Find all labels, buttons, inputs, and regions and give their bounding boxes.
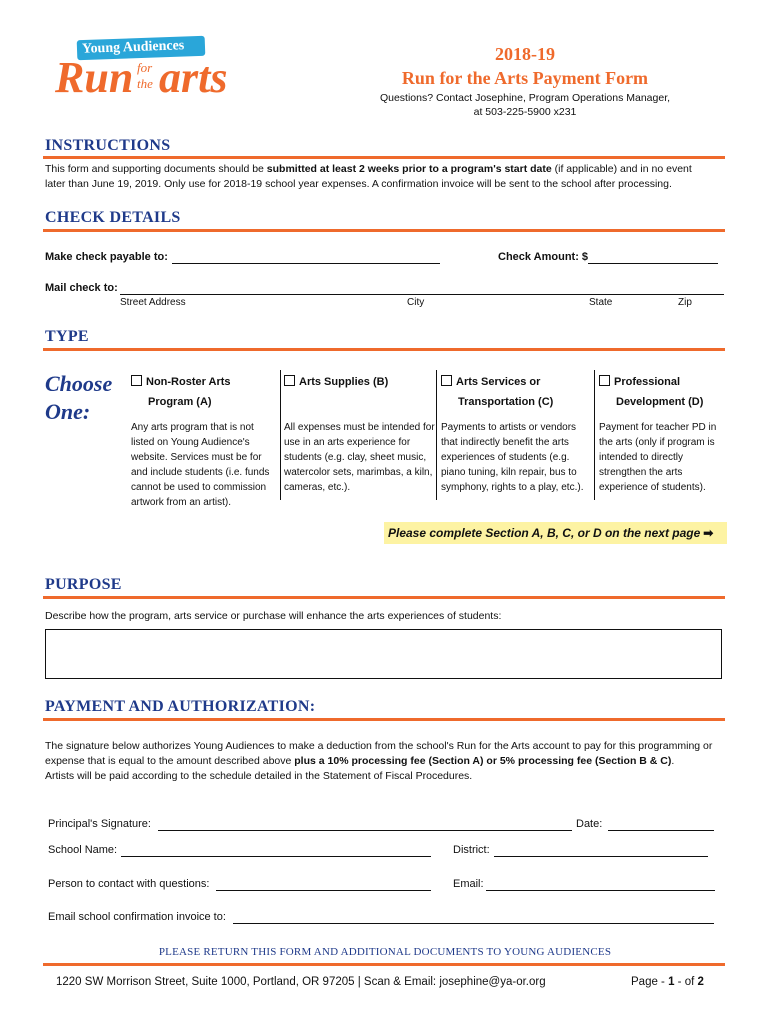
- zip-label: Zip: [678, 297, 692, 308]
- option-b: [284, 372, 436, 495]
- option-d-description: Payment for teacher PD in the arts (only if program is intended to directly strengthen the arts experience of students).: [599, 422, 717, 493]
- street-address-label: Street Address: [120, 297, 186, 308]
- option-b-description: All expenses must be intended for use in an arts experience for students (e.g. clay, sheet music, watercolor sets, marimbas, a kiln, cameras, etc.).: [284, 422, 435, 493]
- instructions-title: INSTRUCTIONS: [45, 137, 171, 154]
- page-prefix: Page -: [631, 976, 669, 988]
- logo-banner-text: Young Audiences: [81, 38, 185, 57]
- option-c-head1: Arts Services or: [456, 376, 541, 388]
- option-c-heading: [441, 372, 593, 412]
- purpose-title: PURPOSE: [45, 576, 122, 593]
- purpose-textarea[interactable]: [45, 629, 722, 679]
- option-a-head1: Non-Roster Arts: [146, 376, 231, 388]
- payment-divider: [43, 718, 725, 721]
- option-b-heading: [284, 372, 436, 412]
- email-field[interactable]: [486, 878, 715, 891]
- invoice-email-label: Email school confirmation invoice to:: [48, 911, 226, 923]
- form-title: Run for the Arts Payment Form: [401, 68, 649, 88]
- payment-text: [45, 739, 735, 784]
- payable-row: [45, 251, 168, 263]
- option-c-checkbox[interactable]: [441, 375, 452, 386]
- option-c-head2: Transportation (C): [458, 396, 554, 408]
- signature-field[interactable]: [158, 818, 572, 831]
- contact-line-2: at 503-225-5900 x231: [473, 106, 577, 118]
- option-b-checkbox[interactable]: [284, 375, 295, 386]
- instructions-text-line2: later than June 19, 2019. Only use for 2018-19 school year expenses. A confirmation invoice will be sent to the school after processing.: [45, 178, 672, 190]
- option-d-heading: [599, 372, 727, 412]
- payable-field[interactable]: [172, 252, 440, 264]
- amount-field[interactable]: [588, 252, 718, 264]
- next-page-note: [384, 522, 727, 544]
- type-divider: [43, 348, 725, 351]
- city-label: City: [407, 297, 425, 308]
- instructions-text-bold: submitted at least 2 weeks prior to a program's start date: [266, 163, 552, 175]
- district-label: District:: [453, 844, 490, 856]
- option-a-head2: Program (A): [148, 396, 212, 408]
- page-total: 2: [697, 976, 704, 988]
- type-title: TYPE: [45, 328, 89, 345]
- signature-label: Principal's Signature:: [48, 818, 151, 830]
- type-separator-1: [280, 370, 281, 500]
- school-label: School Name:: [48, 844, 118, 856]
- option-d: [599, 372, 727, 495]
- option-d-checkbox[interactable]: [599, 375, 610, 386]
- mail-label: Mail check to:: [45, 282, 118, 294]
- date-field[interactable]: [608, 818, 714, 831]
- logo-arts-text: arts: [159, 53, 228, 102]
- type-separator-2: [436, 370, 437, 500]
- instructions-text: [45, 162, 735, 192]
- district-field[interactable]: [494, 844, 708, 857]
- option-c-description: Payments to artists or vendors that indirectly benefit the arts experiences of students (e.g. piano tuning, kiln repair, bus to symphony, rights to a play, etc.).: [441, 422, 584, 493]
- payment-title: PAYMENT AND AUTHORIZATION:: [45, 698, 316, 715]
- logo-run-text: Run: [55, 53, 134, 102]
- page-indicator: [631, 976, 704, 988]
- choose-one-label: [45, 370, 112, 426]
- date-label: Date:: [576, 818, 603, 830]
- amount-label: Check Amount: $: [498, 251, 589, 263]
- footer-divider: [43, 963, 725, 966]
- contact-person-field[interactable]: [216, 878, 431, 891]
- next-page-note-text: Please complete Section A, B, C, or D on the next page: [388, 526, 701, 540]
- option-a-heading: [131, 372, 277, 412]
- contact-person-label: Person to contact with questions:: [48, 878, 210, 890]
- footer-address: 1220 SW Morrison Street, Suite 1000, Portland, OR 97205 | Scan & Email: josephine@ya-or.org: [56, 976, 546, 988]
- school-field[interactable]: [121, 844, 431, 857]
- option-d-head2: Development (D): [616, 396, 704, 408]
- option-b-head2: [284, 396, 304, 408]
- email-label: Email:: [453, 878, 484, 890]
- invoice-email-field[interactable]: [233, 911, 714, 924]
- purpose-divider: [43, 596, 725, 599]
- instructions-text-pre: This form and supporting documents should be: [45, 163, 267, 175]
- logo-for-text: for: [137, 60, 153, 75]
- state-label: State: [589, 297, 613, 308]
- form-year: 2018-19: [495, 44, 555, 64]
- choose-line-1: Choose: [45, 371, 113, 396]
- option-a-checkbox[interactable]: [131, 375, 142, 386]
- option-d-head1: Professional: [614, 376, 681, 388]
- logo-the-text: the: [137, 76, 153, 91]
- option-a-description: Any arts program that is not listed on Young Audience's website. Services must be for and include students (i.e. funds cannot be used to commission artwork from an artist).: [131, 422, 270, 508]
- arrow-right-icon: ➡: [703, 526, 714, 540]
- check-details-divider: [43, 229, 725, 232]
- option-b-head1: Arts Supplies (B): [299, 376, 389, 388]
- payable-label: Make check payable to:: [45, 251, 168, 263]
- payment-text-pre: The signature below authorizes Young Audiences to make a deduction from the school's Run for the Arts account to pay for this programming or expense that is equal to the amount described above: [45, 740, 713, 767]
- instructions-text-post: (if applicable) and in no event: [551, 163, 692, 175]
- check-details-title: CHECK DETAILS: [45, 209, 181, 226]
- page-current: 1: [668, 976, 675, 988]
- payment-text-post: .: [671, 755, 675, 767]
- mail-field[interactable]: [120, 283, 724, 295]
- payment-text-line3: Artists will be paid according to the schedule detailed in the Statement of Fiscal Procedures.: [45, 770, 473, 782]
- option-c: [441, 372, 593, 495]
- option-a: [131, 372, 277, 510]
- logo: [55, 38, 228, 113]
- instructions-divider: [43, 156, 725, 159]
- payment-text-bold: plus a 10% processing fee (Section A) or 5% processing fee (Section B & C): [294, 755, 672, 767]
- choose-line-2: One:: [45, 399, 91, 424]
- type-separator-3: [594, 370, 595, 500]
- purpose-prompt: Describe how the program, arts service or purchase will enhance the arts experiences of students:: [45, 610, 502, 622]
- contact-line-1: Questions? Contact Josephine, Program Operations Manager,: [379, 92, 671, 104]
- page-mid: - of: [674, 976, 698, 988]
- return-note: PLEASE RETURN THIS FORM AND ADDITIONAL DOCUMENTS TO YOUNG AUDIENCES: [158, 946, 612, 958]
